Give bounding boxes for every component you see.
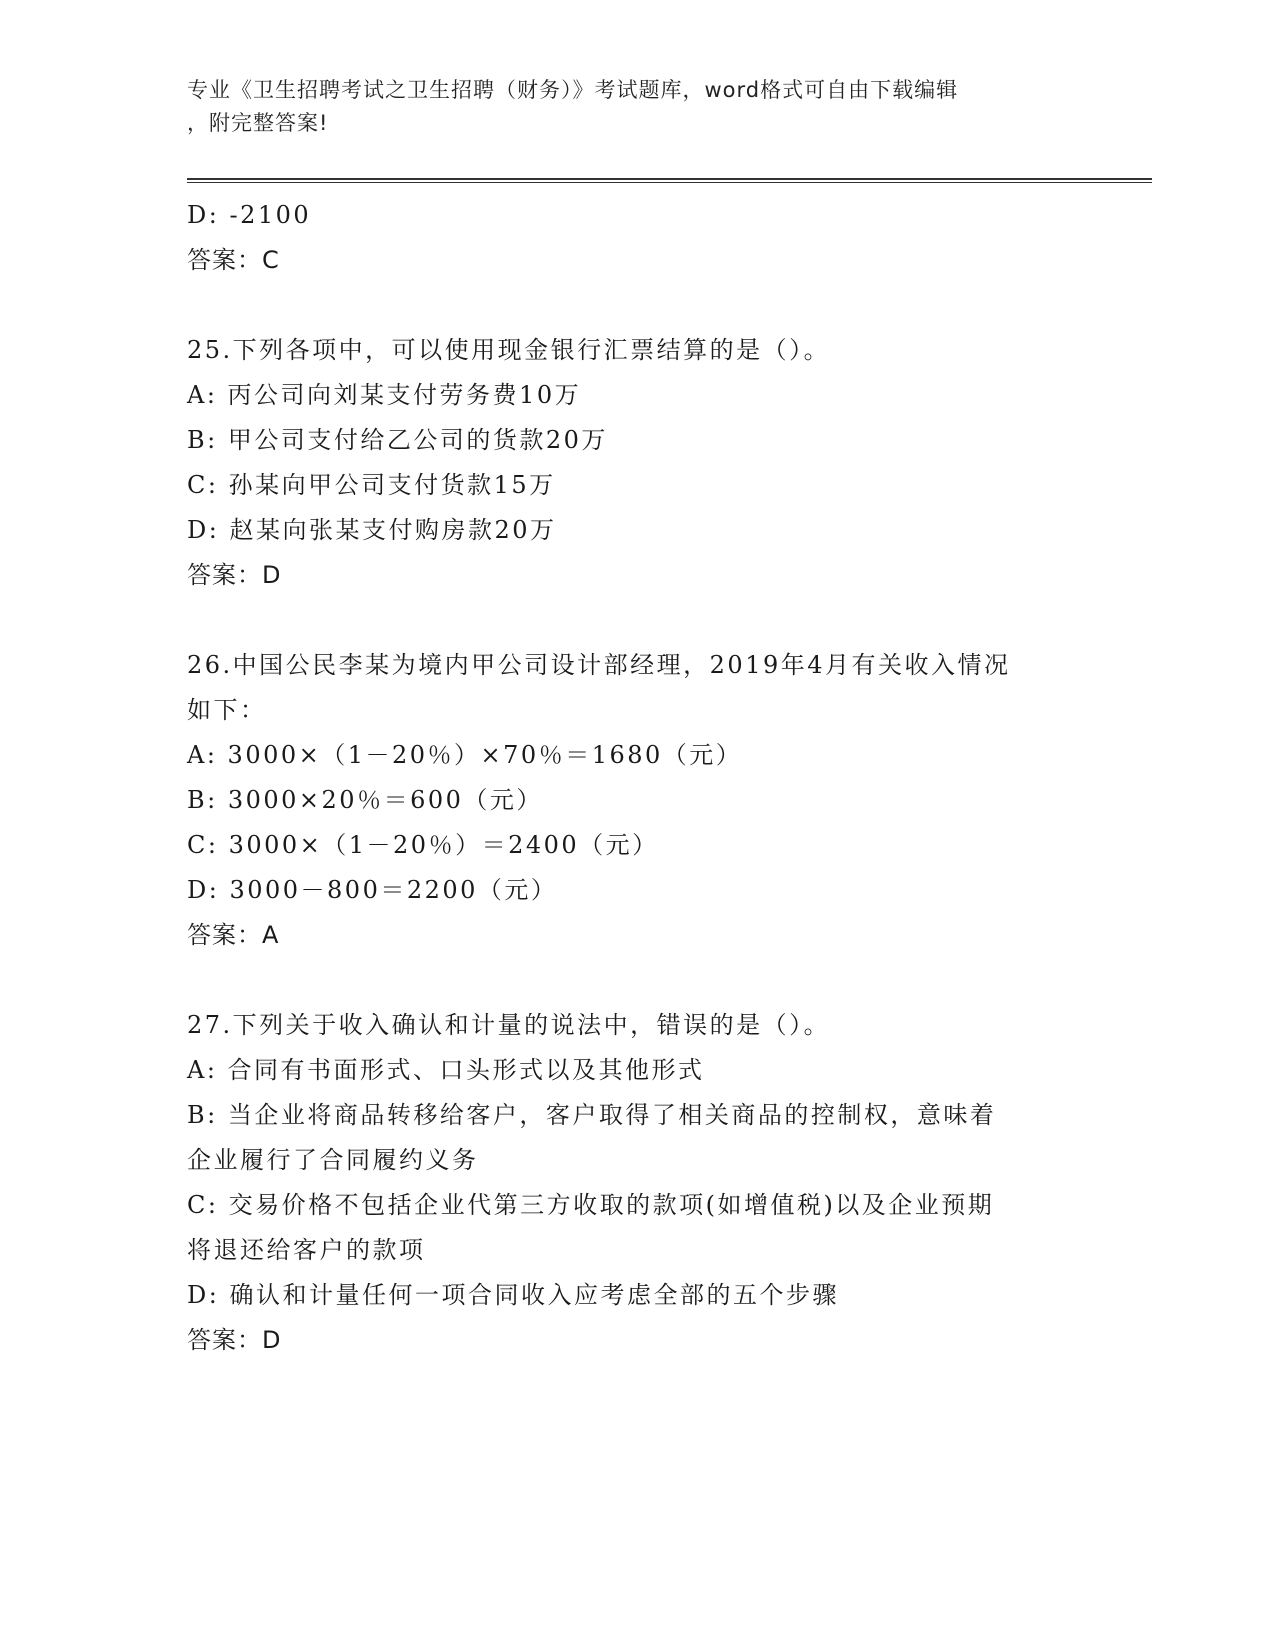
spacer xyxy=(187,283,1087,328)
question-25 xyxy=(187,328,1087,598)
header-divider xyxy=(187,178,1152,183)
option-b: B: 甲公司支付给乙公司的货款20万 xyxy=(187,426,608,454)
spacer xyxy=(187,958,1087,1003)
question-stem-line-2: 如下： xyxy=(187,696,267,724)
option-d: D: 3000－800＝2200（元） xyxy=(187,876,558,904)
answer-line: 答案：A xyxy=(187,921,280,949)
question-stem: 25.下列各项中，可以使用现金银行汇票结算的是（）。 xyxy=(187,336,831,364)
option-d: D: 赵某向张某支付购房款20万 xyxy=(187,516,557,544)
option-c: C: 孙某向甲公司支付货款15万 xyxy=(187,471,556,499)
option-c-line-2: 将退还给客户的款项 xyxy=(187,1236,426,1264)
spacer xyxy=(187,598,1087,643)
header-line-1: 专业《卫生招聘考试之卫生招聘（财务）》考试题库，word格式可自由下载编辑 xyxy=(187,78,959,102)
option-b-line-1: B: 当企业将商品转移给客户，客户取得了相关商品的控制权，意味着 xyxy=(187,1101,997,1129)
option-a: A: 3000×（1－20％）×70％＝1680（元） xyxy=(187,741,743,769)
question-stem-line-1: 26.中国公民李某为境内甲公司设计部经理，2019年4月有关收入情况 xyxy=(187,651,1011,679)
option-a: A: 合同有书面形式、口头形式以及其他形式 xyxy=(187,1056,705,1084)
option-d: D: 确认和计量任何一项合同收入应考虑全部的五个步骤 xyxy=(187,1281,839,1309)
option-b-line-2: 企业履行了合同履约义务 xyxy=(187,1146,479,1174)
option-c: C: 3000×（1－20％）＝2400（元） xyxy=(187,831,659,859)
answer-line: 答案：D xyxy=(187,1326,282,1354)
question-content xyxy=(187,193,1087,1363)
page-header xyxy=(187,74,1067,140)
header-line-2: ，附完整答案! xyxy=(187,111,329,135)
option-b: B: 3000×20％＝600（元） xyxy=(187,786,543,814)
previous-question-tail xyxy=(187,193,1087,283)
option-d: D: -2100 xyxy=(187,201,312,229)
answer-line: 答案：D xyxy=(187,561,282,589)
question-stem: 27.下列关于收入确认和计量的说法中，错误的是（）。 xyxy=(187,1011,831,1039)
answer-line: 答案：C xyxy=(187,246,280,274)
question-27 xyxy=(187,1003,1087,1363)
option-c-line-1: C: 交易价格不包括企业代第三方收取的款项(如增值税)以及企业预期 xyxy=(187,1191,995,1219)
option-a: A: 丙公司向刘某支付劳务费10万 xyxy=(187,381,582,409)
question-26 xyxy=(187,643,1087,958)
